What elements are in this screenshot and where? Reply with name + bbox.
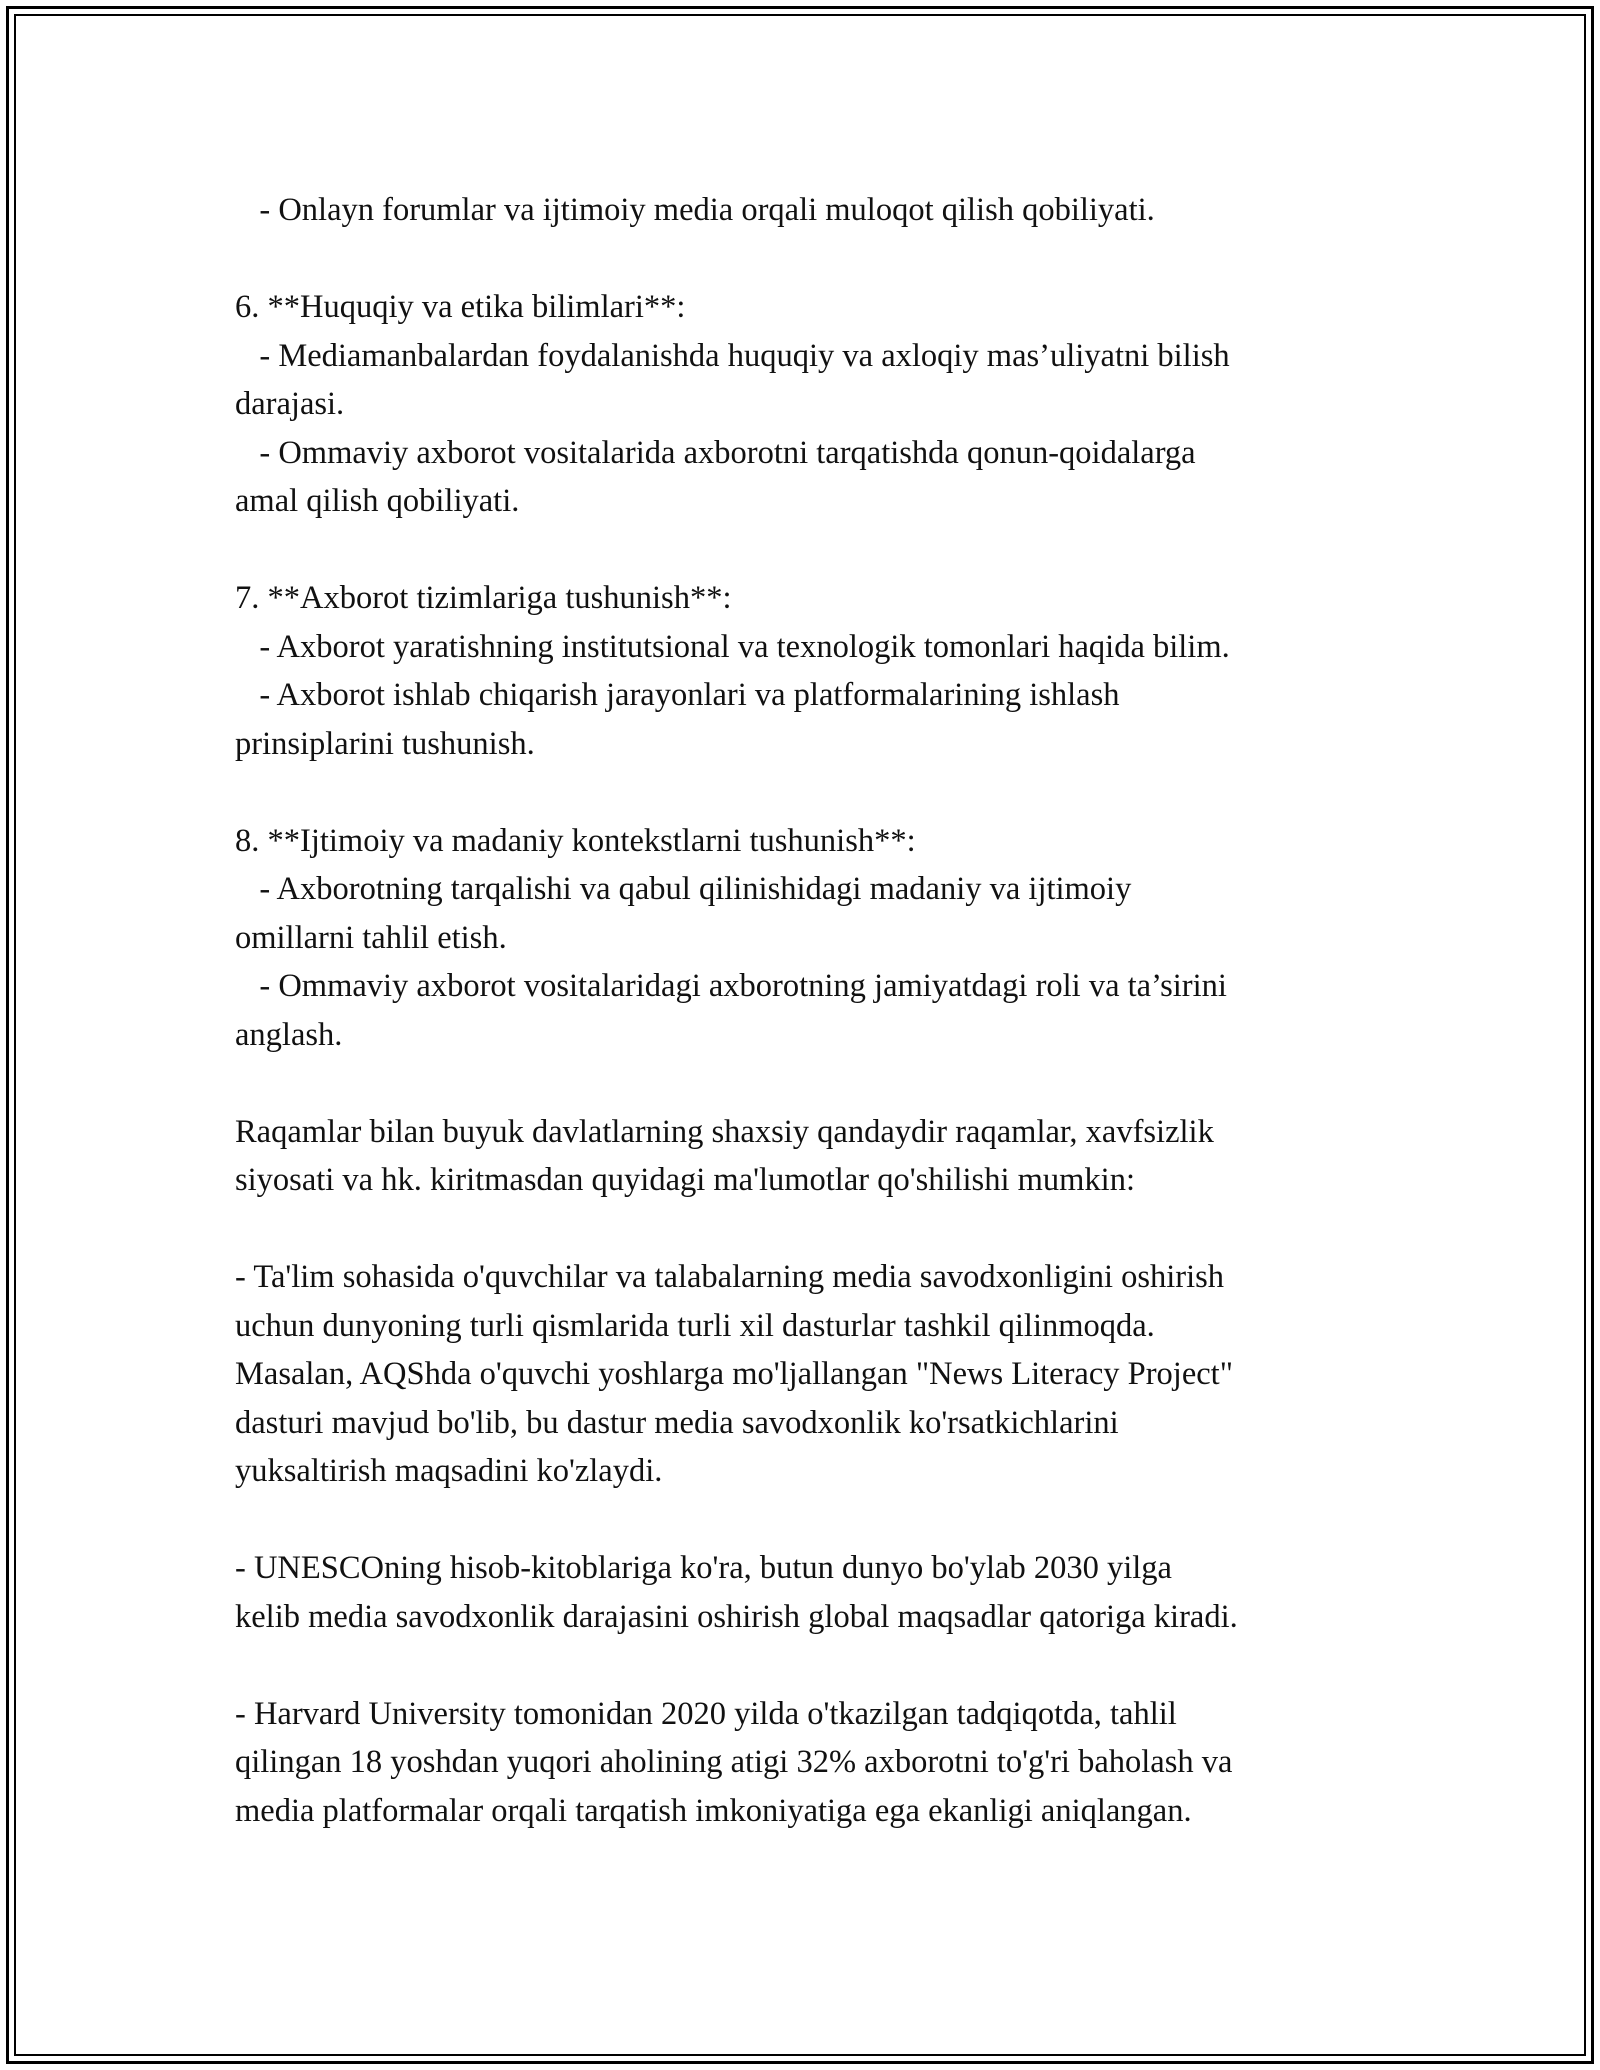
text-line: - Axborot yaratishning institutsional va texnologik tomonlari haqida bilim. [235, 628, 1230, 665]
text-line: - Ommaviy axborot vositalaridagi axborotning jamiyatdagi roli va ta’sirini [235, 968, 1227, 1004]
text-line: darajasi. [235, 386, 345, 422]
text-line: anglash. [235, 1016, 343, 1053]
text-line: - Onlayn forumlar va ijtimoiy media orqali muloqot qilish qobiliyati. [235, 192, 1155, 228]
text-line: prinsiplarini tushunish. [235, 725, 535, 762]
text-line: - UNESCOning hisob-kitoblariga ko'ra, butun dunyo bo'ylab 2030 yilga [235, 1550, 1172, 1586]
text-line: kelib media savodxonlik darajasini oshirish global maqsadlar qatoriga kiradi. [235, 1598, 1238, 1635]
text-line: - Ta'lim sohasida o'quvchilar va talabalarning media savodxonligini oshirish [235, 1259, 1225, 1295]
text-line: uchun dunyoning turli qismlarida turli xil dasturlar tashkil qilinmoqda. [235, 1307, 1155, 1344]
text-line: - Axborotning tarqalishi va qabul qilinishidagi madaniy va ijtimoiy [235, 871, 1132, 907]
text-line: qilingan 18 yoshdan yuqori aholining atigi 32% axborotni to'g'ri baholash va [235, 1744, 1233, 1780]
paragraph-gap [235, 768, 1375, 817]
text-line: Masalan, AQShda o'quvchi yoshlarga mo'ljallangan "News Literacy Project" [235, 1356, 1233, 1392]
text-line: - Harvard University tomonidan 2020 yilda o'tkazilgan tadqiqotda, tahlil [235, 1695, 1177, 1732]
text-line: siyosati va hk. kiritmasdan quyidagi ma'lumotlar qo'shilishi mumkin: [235, 1162, 1135, 1198]
section-heading: 7. **Axborot tizimlariga tushunish**: [235, 580, 732, 616]
document-body [235, 186, 1375, 1835]
text-line: - Ommaviy axborot vositalarida axborotni tarqatishda qonun-qoidalarga [235, 434, 1196, 471]
paragraph-gap [235, 1059, 1375, 1108]
text-line: Raqamlar bilan buyuk davlatlarning shaxsiy qandaydir raqamlar, xavfsizlik [235, 1113, 1214, 1150]
paragraph-gap [235, 1205, 1375, 1254]
paragraph-gap [235, 1496, 1375, 1545]
text-line: - Mediamanbalardan foydalanishda huquqiy va axloqiy mas’uliyatni bilish [235, 337, 1230, 374]
text-line: omillarni tahlil etish. [235, 919, 507, 956]
text-line: - Axborot ishlab chiqarish jarayonlari va platformalarining ishlash [235, 677, 1120, 713]
section-heading: 8. **Ijtimoiy va madaniy kontekstlarni tushunish**: [235, 822, 916, 859]
paragraph-gap [235, 1641, 1375, 1690]
paragraph-gap [235, 526, 1375, 575]
section-heading: 6. **Huquqiy va etika bilimlari**: [235, 289, 686, 325]
text-line: media platformalar orqali tarqatish imkoniyatiga ega ekanligi aniqlangan. [235, 1792, 1192, 1829]
text-line: yuksaltirish maqsadini ko'zlaydi. [235, 1453, 663, 1489]
text-line: amal qilish qobiliyati. [235, 483, 520, 519]
text-line: dasturi mavjud bo'lib, bu dastur media savodxonlik ko'rsatkichlarini [235, 1404, 1119, 1441]
paragraph-gap [235, 235, 1375, 284]
